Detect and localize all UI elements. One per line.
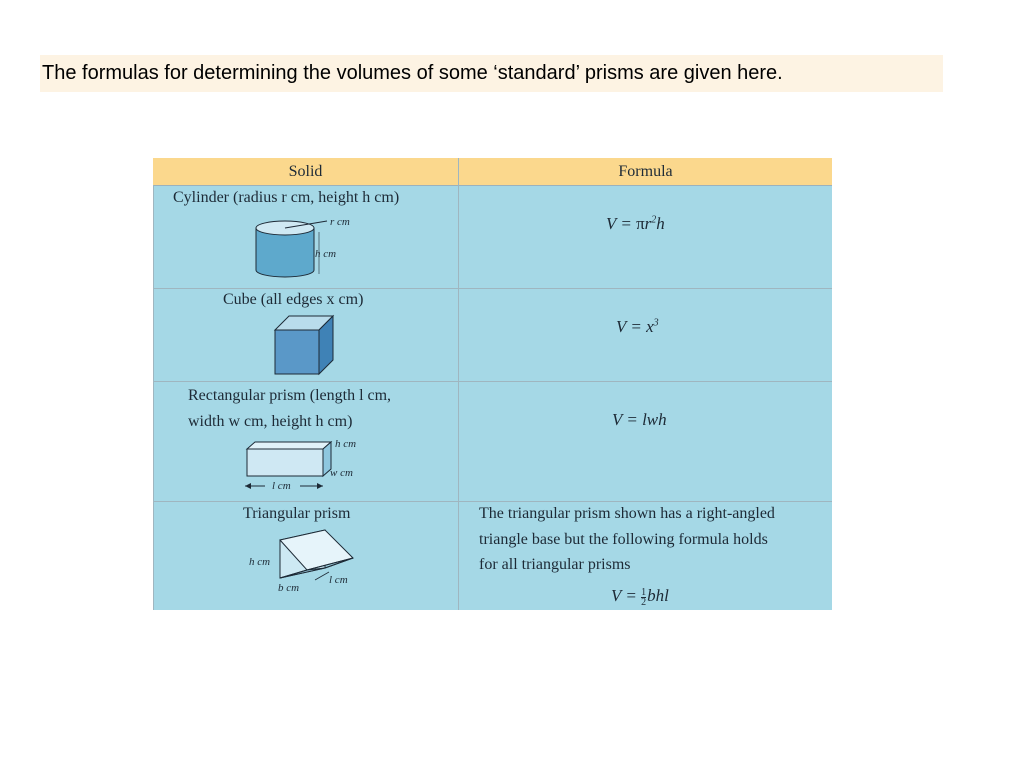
formula-triangular-prism: [611, 586, 669, 607]
table-header: [153, 158, 832, 186]
cube-illustration: [273, 314, 335, 376]
rectangular-prism-illustration: [245, 441, 340, 493]
tri-description-line1: The triangular prism shown has a right-angled: [479, 505, 775, 522]
solid-name-cube: Cube (all edges x cm): [223, 291, 364, 308]
fraction-numerator: 1: [641, 586, 647, 598]
formula-cylinder: [606, 214, 665, 234]
rect-width-label: w cm: [330, 467, 353, 479]
formula-h: h: [656, 214, 665, 233]
formula-rhs: bhl: [647, 586, 669, 605]
header-solid: Solid: [288, 163, 323, 180]
formula-exp: 3: [653, 317, 659, 329]
header-formula: Formula: [618, 163, 673, 180]
formula-lhs: V =: [606, 214, 637, 233]
cylinder-height-label: h cm: [315, 248, 337, 260]
prism-formula-table: [153, 158, 832, 610]
rect-height-label: h cm: [335, 438, 357, 450]
tri-base-label: b cm: [278, 582, 300, 594]
formula-r: r: [644, 214, 652, 233]
formula-lhs: V =: [611, 586, 642, 605]
formula-x: x: [646, 317, 654, 336]
cylinder-radius-label: r cm: [330, 216, 350, 228]
tri-description-line3: for all triangular prisms: [479, 556, 631, 573]
solid-name-rect-line1: Rectangular prism (length l cm,: [188, 387, 392, 404]
row-divider: [153, 288, 832, 289]
formula-cube: [616, 317, 659, 337]
tri-description-line2: triangle base but the following formula holds: [479, 531, 768, 548]
fraction-half: [641, 588, 646, 607]
tri-height-label: h cm: [249, 556, 271, 568]
column-divider: [458, 158, 459, 610]
formula-lhs: V =: [616, 317, 647, 336]
pi-symbol: π: [636, 214, 645, 233]
formula-lhs: V =: [612, 410, 643, 429]
cylinder-illustration: [253, 218, 323, 282]
row-divider: [153, 381, 832, 382]
fraction-denominator: 2: [641, 596, 647, 608]
rect-length-label: l cm: [272, 480, 291, 492]
formula-exp: 2: [651, 214, 657, 226]
formula-rect-prism: [612, 410, 667, 430]
tri-length-label: l cm: [329, 574, 348, 586]
caption-text: The formulas for determining the volumes of some ‘standard’ prisms are given here.: [40, 55, 943, 92]
formula-rhs: lwh: [642, 410, 667, 429]
solid-name-triangular: Triangular prism: [243, 505, 351, 522]
solid-name-cylinder: Cylinder (radius r cm, height h cm): [173, 189, 400, 206]
solid-name-rect-line2: width w cm, height h cm): [188, 413, 353, 430]
row-divider: [153, 501, 832, 502]
